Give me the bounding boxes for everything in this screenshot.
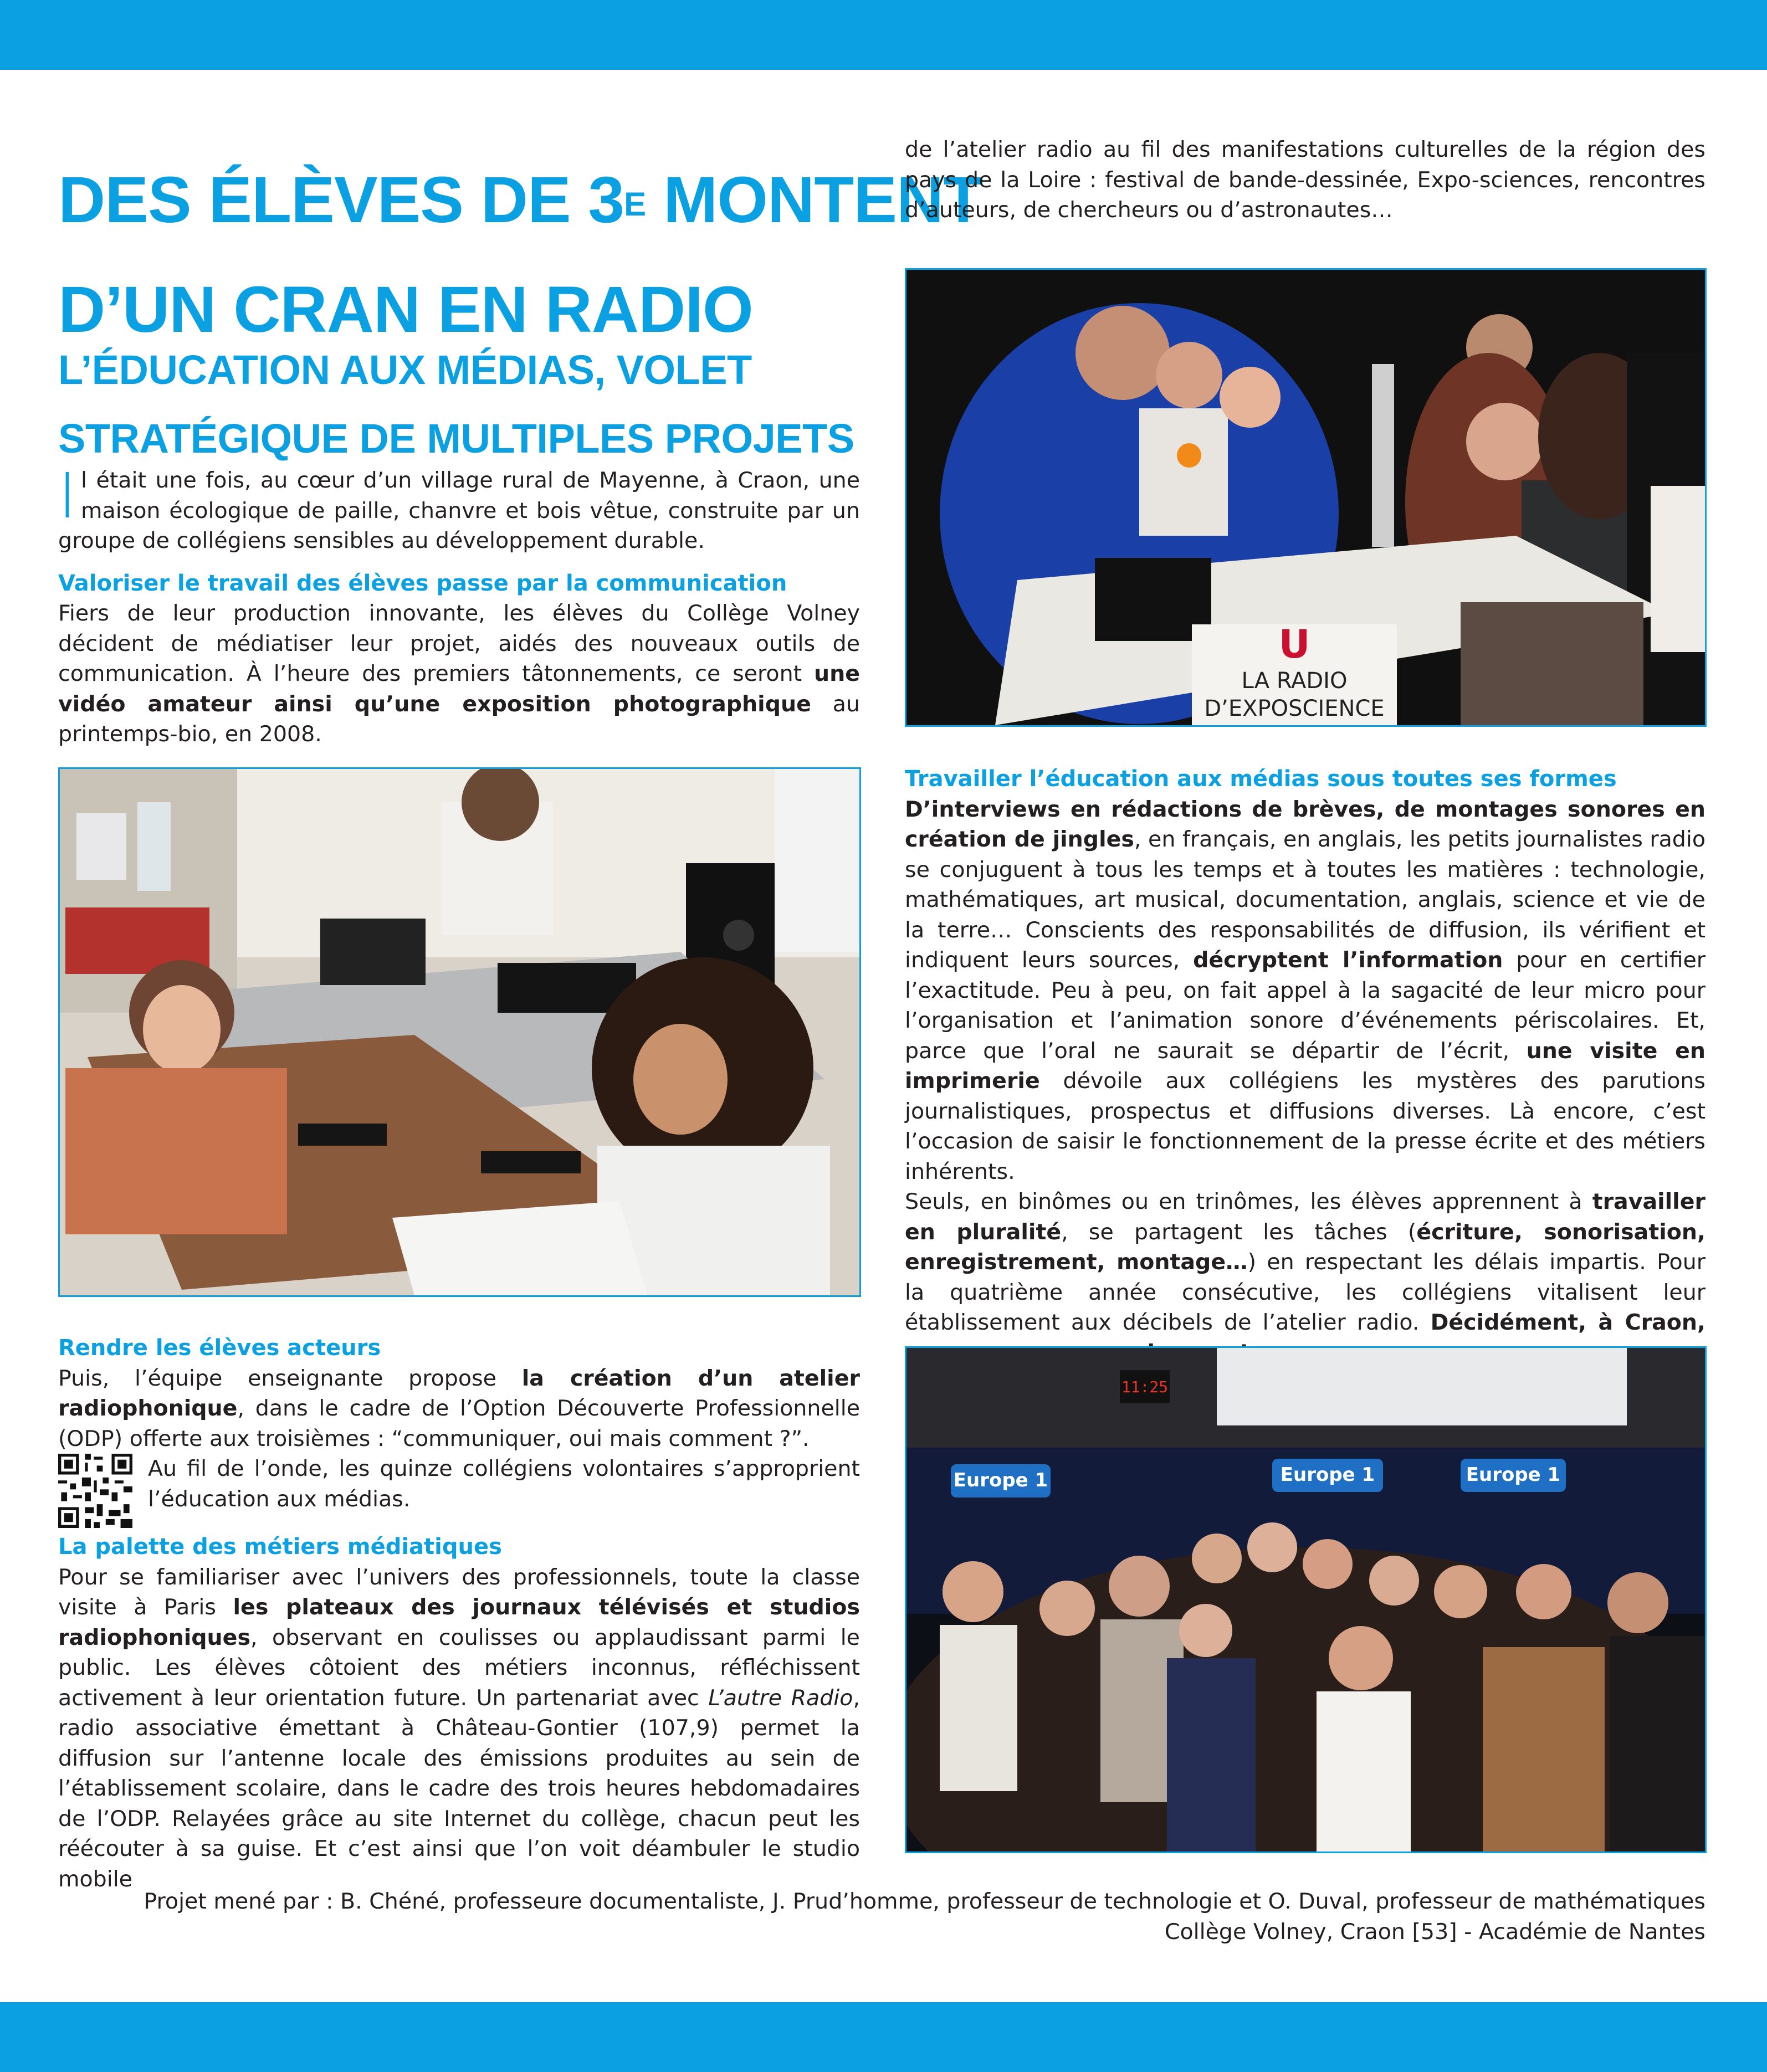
europe-clock: 11:25 xyxy=(1121,1378,1169,1396)
article-subtitle: L’ÉDUCATION AUX MÉDIAS, VOLET STRATÉGIQUE DE MULTIPLES PROJETS xyxy=(58,347,854,461)
photo-students-recording xyxy=(58,767,861,1297)
intro-paragraph: Il était une fois, au cœur d’un village rural de Mayenne, à Craon, une maison écologique de paille, chanvre et bois vêtue, construite par un groupe de collégiens sensibles au développement durable. xyxy=(58,460,860,553)
credits-line-1: Projet mené par : B. Chéné, professeure documentaliste, J. Prud’homme, professeur de technologie et O. Duval, professeur de mathématiques xyxy=(144,1889,1705,1914)
paragraph-acteurs: Puis, l’équipe enseignante propose la création d’un atelier radiophonique, dans le cadre de l’Option Découverte Professionnelle (ODP) offerte aux troisièmes : “communiquer, oui mais comment ?”. xyxy=(58,1365,860,1452)
europe1-logo-1: Europe 1 xyxy=(953,1469,1048,1491)
dropcap: I xyxy=(58,460,77,532)
heading-travailler: Travailler l’éducation aux médias sous toutes ses formes xyxy=(905,766,1617,792)
heading-valoriser: Valoriser le travail des élèves passe par la communication xyxy=(58,570,787,596)
europe1-logo-2: Europe 1 xyxy=(1280,1464,1375,1486)
expo-sign-initial: U xyxy=(1278,622,1310,667)
credits-line-2: Collège Volney, Craon [53] - Académie de Nantes xyxy=(1164,1919,1705,1945)
article-title xyxy=(58,145,983,365)
paragraph-travailler: D’interviews en rédactions de brèves, de montages sonores en création de jingles, en français, en anglais, les petits journalistes radio se conjuguent à tous les temps et à toutes les matières : technologie, mathématiques, art musical, documentation, anglais, science et vie de la terre… Conscients des responsabilités de diffusion, ils vérifient et indiquent leurs sources, décryptent l’information pour en certifier l’exactitude. Peu à peu, on fait appel à la sagacité de leur micro pour l’organisation et l’animation sonore d’événements périscolaires. Et, parce que l’oral ne saurait se départir de l’écrit, une visite en imprimerie dévoile aux collégiens les mystères des parutions journalistiques, prospectus et diffusions diverses. Là encore, c’est l’occasion de saisir le fonctionnement de la presse écrite et des métiers inhérents. xyxy=(905,796,1705,1184)
credits-block xyxy=(144,1886,1705,1947)
left-column-top xyxy=(58,460,861,750)
bottom-color-band xyxy=(0,2002,1767,2072)
paragraph-valoriser: Fiers de leur production innovante, les élèves du Collège Volney décident de médiatiser leur projet, aidés des nouveaux outils de communication. À l’heure des premiers tâtonnements, ce seront une vidéo amateur ainsi qu’une exposition photographique au printemps-bio, en 2008. xyxy=(58,601,861,747)
europe1-logo-3: Europe 1 xyxy=(1466,1464,1561,1486)
title-line-2: D’UN CRAN EN RADIO xyxy=(58,273,753,346)
expo-sign-line2: D’EXPOSCIENCE xyxy=(1204,696,1385,721)
paragraph-continuation: de l’atelier radio au fil des manifestations culturelles de la région des pays de la Loire : festival de bande-dessinée, Expo-sciences, rencontres d’auteurs, de chercheurs ou d’astronautes… xyxy=(905,137,1705,223)
photo-radio-exposcience xyxy=(905,268,1707,727)
top-color-band xyxy=(0,0,1767,70)
title-line-1: DES ÉLÈVES DE $3^E$ MONTENT xyxy=(58,163,983,237)
heading-acteurs: Rendre les élèves acteurs xyxy=(58,1335,381,1361)
left-column-bottom xyxy=(58,1333,860,1894)
paragraph-pluralite: Seuls, en binômes ou en trinômes, les élèves apprennent à travailler en pluralité, se partagent les tâches (écriture, sonorisation, enregistrement, montage…) en respectant les délais impartis. Pour la quatrième année consécutive, les collégiens vitalisent leur établissement aux décibels de l’atelier radio. Décidément, à Craon, xyxy=(905,1189,1706,1335)
expo-sign-line1: LA RADIO xyxy=(1241,668,1348,694)
right-column-top xyxy=(905,135,1705,225)
photo-europe1-group xyxy=(905,1346,1707,1853)
right-column-middle xyxy=(905,764,1705,1368)
paragraph-palette: Pour se familiariser avec l’univers des professionnels, toute la classe visite à Paris les plateaux des journaux télévisés et studios radiophoniques, observant en coulisses ou applaudissant parmi le public. Les élèves côtoient des métiers inconnus, réfléchissent activement à leur orientation future. Un partenariat avec L’autre Radio, radio associative émettant à Château-Gontier (107,9) permet la diffusion sur l’antenne locale des émissions produites au sein de l’établissement scolaire, dans le cadre des trois heures hebdomadaires de l’ODP. Relayées grâce au site Internet du collège, chacun peut les réécouter à sa guise. Et c’est ainsi que l’on voit déambuler le studio mobile xyxy=(58,1564,860,1892)
qr-code-icon[interactable] xyxy=(58,1454,132,1528)
paragraph-qr: Au fil de l’onde, les quinze collégiens volontaires s’approprient l’éducation aux médias. xyxy=(58,1454,860,1514)
heading-palette: La palette des métiers médiatiques xyxy=(58,1534,502,1560)
